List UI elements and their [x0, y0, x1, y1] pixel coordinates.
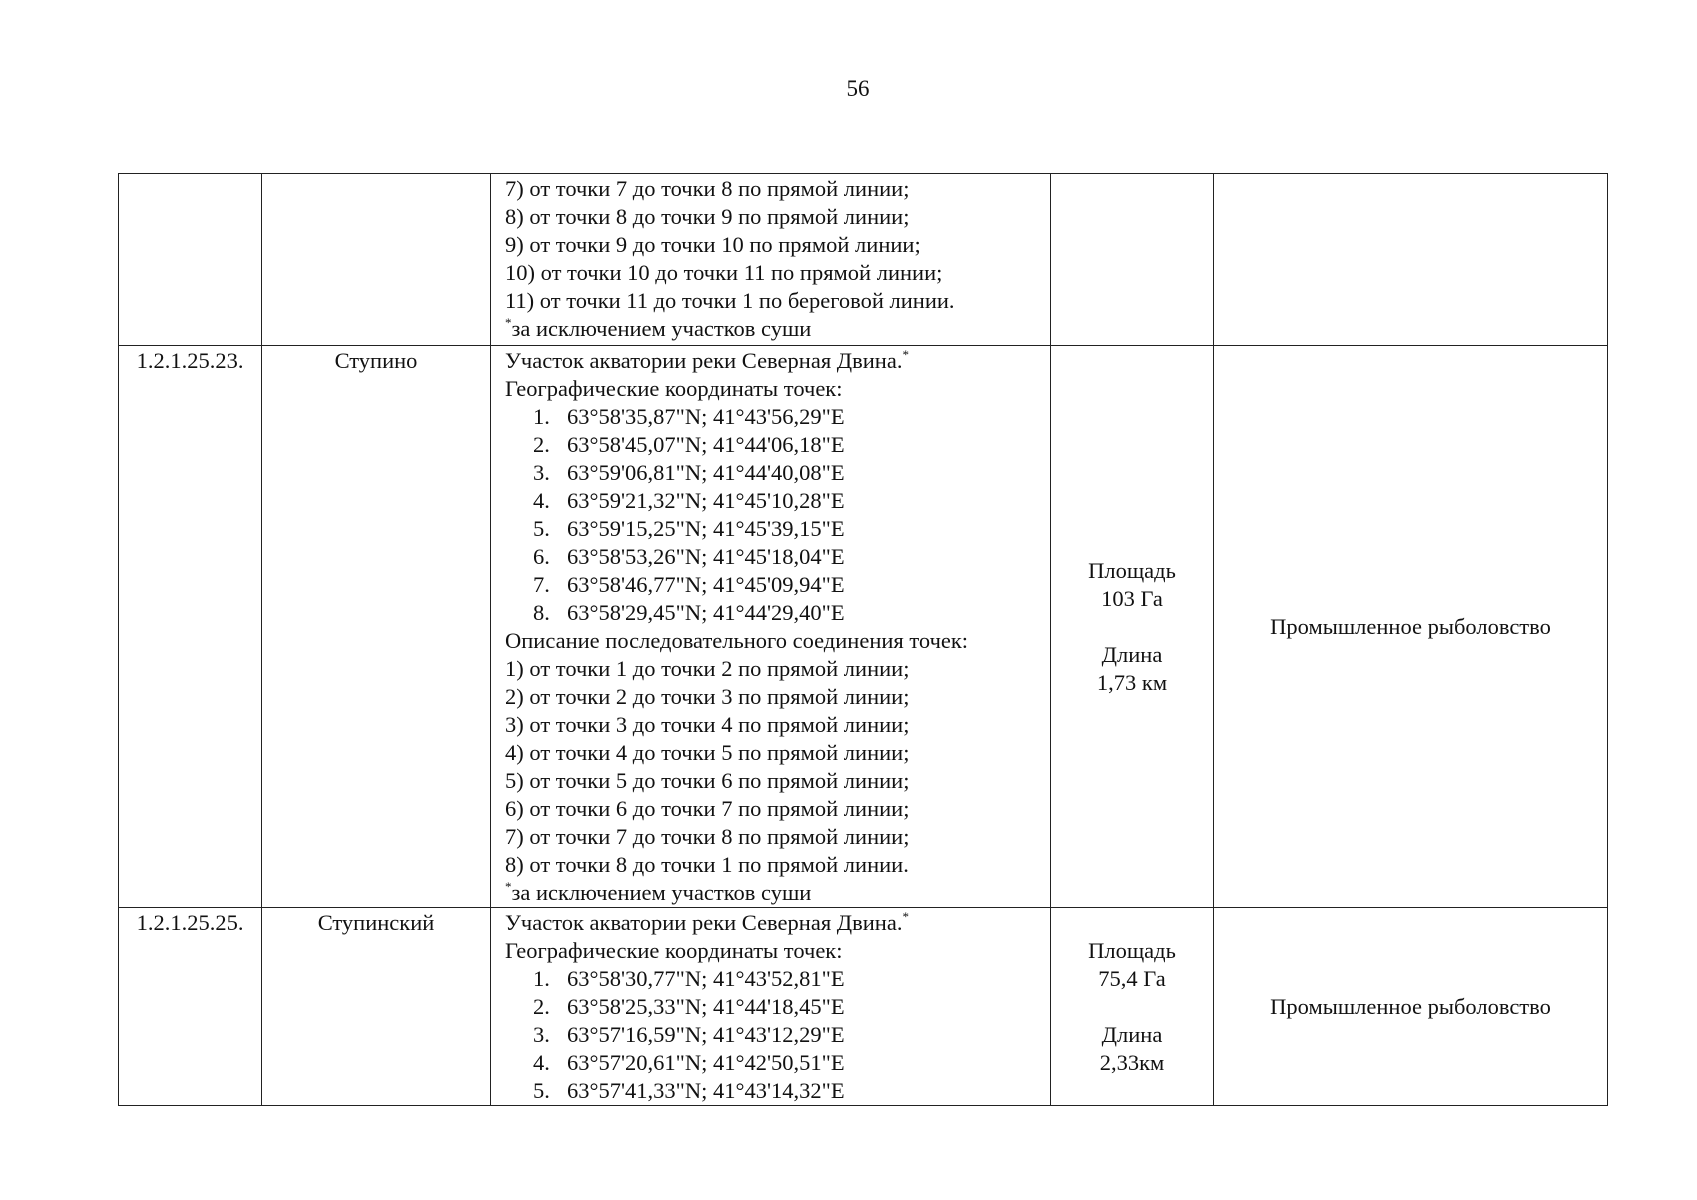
connection-line: 8) от точки 8 до точки 1 по прямой линии. [505, 852, 909, 877]
coord-item: 3. 63°59'06,81"N; 41°44'40,08"E [533, 460, 845, 485]
row-name [262, 174, 491, 346]
footnote: *за исключением участков суши [505, 315, 812, 341]
area-label: Площадь [1088, 937, 1176, 963]
area-title: Участок акватории реки Северная Двина.* [505, 347, 909, 373]
coord-item: 8. 63°58'29,45"N; 41°44'29,40"E [533, 600, 845, 625]
connection-line: 8) от точки 8 до точки 9 по прямой линии; [505, 204, 910, 229]
fishing-areas-table [118, 173, 1608, 1106]
area-title: Участок акватории реки Северная Двина.* [505, 909, 909, 935]
connection-line: 1) от точки 1 до точки 2 по прямой линии; [505, 656, 910, 681]
footnote: *за исключением участков суши [505, 879, 812, 905]
coord-item: 2. 63°58'25,33"N; 41°44'18,45"E [533, 994, 845, 1019]
coords-label: Географические координаты точек: [505, 376, 843, 401]
length-value: 1,73 км [1096, 669, 1168, 695]
area-label: Площадь [1088, 557, 1176, 583]
row-code: 1.2.1.25.23. [119, 346, 262, 908]
row-description [491, 908, 1051, 1106]
connection-line: 7) от точки 7 до точки 8 по прямой линии; [505, 824, 910, 849]
table-row [119, 174, 1608, 346]
row-code [119, 174, 262, 346]
area-value: 103 Га [1101, 585, 1163, 611]
row-use [1214, 174, 1608, 346]
table-row [119, 346, 1608, 908]
row-use: Промышленное рыболовство [1214, 908, 1608, 1106]
coord-item: 5. 63°57'41,33"N; 41°43'14,32"E [533, 1078, 845, 1103]
connection-line: 3) от точки 3 до точки 4 по прямой линии; [505, 712, 910, 737]
page-number: 56 [846, 76, 870, 101]
connection-line: 2) от точки 2 до точки 3 по прямой линии; [505, 684, 910, 709]
row-name: Ступино [262, 346, 491, 908]
connection-label: Описание последовательного соединения точек: [505, 628, 969, 653]
row-area [1051, 174, 1214, 346]
length-value: 2,33км [1099, 1049, 1165, 1075]
connection-line: 10) от точки 10 до точки 11 по прямой линии; [505, 260, 943, 285]
coord-item: 2. 63°58'45,07"N; 41°44'06,18"E [533, 432, 845, 457]
connection-line: 11) от точки 11 до точки 1 по береговой линии. [505, 288, 955, 313]
length-label: Длина [1101, 1021, 1163, 1047]
coord-item: 4. 63°57'20,61"N; 41°42'50,51"E [533, 1050, 845, 1075]
row-description [491, 346, 1051, 908]
row-name: Ступинский [262, 908, 491, 1106]
row-code: 1.2.1.25.25. [119, 908, 262, 1106]
coord-item: 7. 63°58'46,77"N; 41°45'09,94"E [533, 572, 845, 597]
coord-item: 1. 63°58'35,87"N; 41°43'56,29"E [533, 404, 845, 429]
connection-line: 7) от точки 7 до точки 8 по прямой линии; [505, 176, 910, 201]
coords-label: Географические координаты точек: [505, 938, 843, 963]
row-area [1051, 346, 1214, 908]
length-label: Длина [1101, 641, 1163, 667]
coord-item: 5. 63°59'15,25"N; 41°45'39,15"E [533, 516, 845, 541]
coord-item: 4. 63°59'21,32"N; 41°45'10,28"E [533, 488, 845, 513]
coord-item: 1. 63°58'30,77"N; 41°43'52,81"E [533, 966, 845, 991]
row-area [1051, 908, 1214, 1106]
connection-line: 4) от точки 4 до точки 5 по прямой линии; [505, 740, 910, 765]
area-value: 75,4 Га [1098, 965, 1166, 991]
footnote-text: за исключением участков суши [511, 880, 812, 905]
table-row [119, 908, 1608, 1106]
connection-line: 5) от точки 5 до точки 6 по прямой линии; [505, 768, 910, 793]
connection-line: 9) от точки 9 до точки 10 по прямой линии; [505, 232, 921, 257]
coord-item: 3. 63°57'16,59"N; 41°43'12,29"E [533, 1022, 845, 1047]
footnote-text: за исключением участков суши [511, 316, 812, 341]
coord-item: 6. 63°58'53,26"N; 41°45'18,04"E [533, 544, 845, 569]
connection-line: 6) от точки 6 до точки 7 по прямой линии; [505, 796, 910, 821]
row-use: Промышленное рыболовство [1214, 346, 1608, 908]
row-description [491, 174, 1051, 346]
